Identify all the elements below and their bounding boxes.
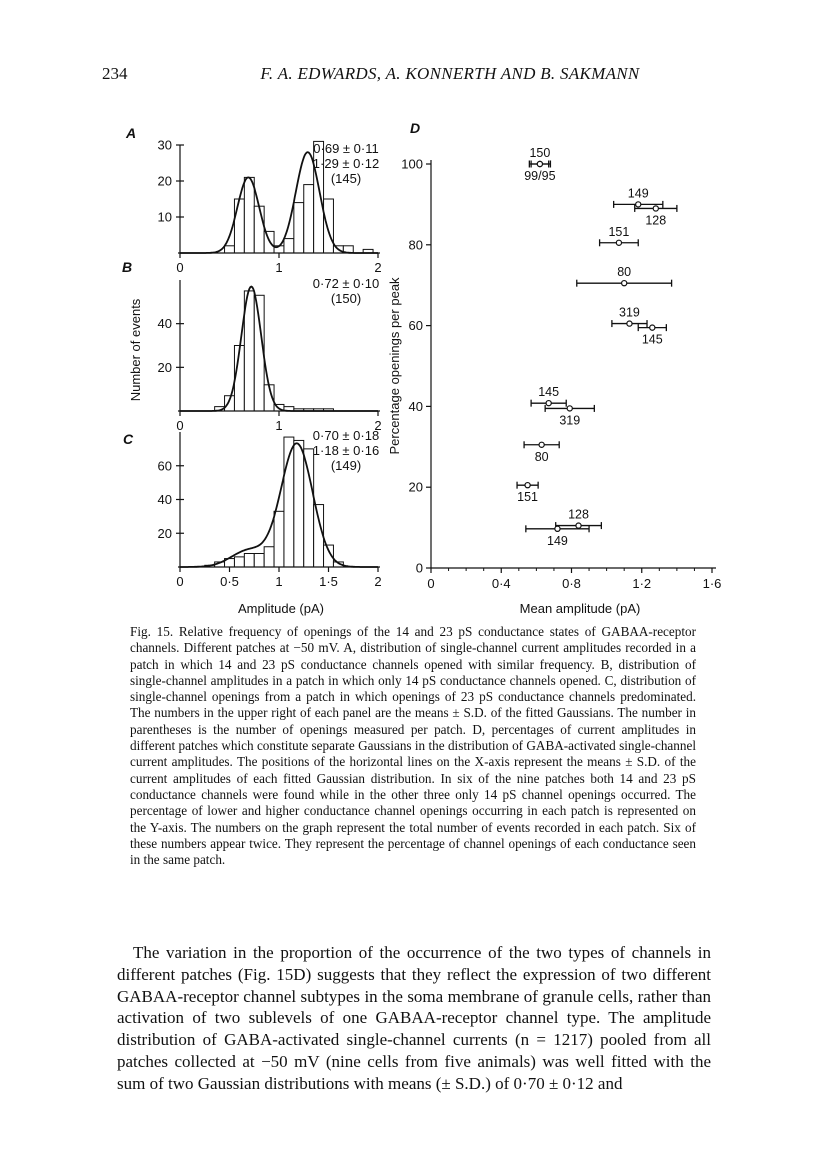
y-tick-label-a-2: 30 [157, 137, 172, 153]
panel-label-b: B [122, 259, 133, 275]
x-tick-label-d-3: 1·2 [632, 576, 652, 591]
fit-annotation-b-0: 0·72 ± 0·10 [312, 276, 380, 291]
page-number: 234 [102, 64, 128, 83]
panel-label-a: A [126, 125, 137, 141]
x-tick-label-d-2: 0·8 [562, 576, 581, 591]
histogram-bar-a-4 [264, 231, 274, 253]
point-label-d-6: 319 [619, 305, 640, 320]
x-tick-label-c-4: 2 [374, 574, 382, 589]
fit-annotation-c-1: 1·18 ± 0·16 [312, 443, 380, 458]
point-label-d-8: 145 [538, 385, 560, 400]
point-label-d-4: 151 [608, 224, 630, 239]
figure-caption: Fig. 15. Relative frequency of openings of the 14 and 23 pS conductance states of GABAA-receptor channels. Different patches at −50 mV. A, distribution of single-channel current amplitudes recorded in a patch in which 14 and 23 pS conductance channels opened with similar frequency. B, distribution of single-channel amplitudes in a patch in which only 14 pS conductance channels opened. C, distribution of single-channel openings from a patch in which openings of 23 pS conductance channels predominated. The numbers in the upper right of each panel are the means ± S.D. of the fitted Gaussians. The number in parentheses is the number of openings measured per patch. D, percentages of current amplitudes in different patches which constitute separate Gaussians in the distribution of GABA-activated single-channel current amplitudes. The positions of the horizontal lines on the X-axis represent the means ± S.D. of the current amplitudes of each fitted Gaussian distribution. In six of the nine patches both 14 and 23 pS conductance channels were found while in the other three only 14 pS channel openings occurred. The percentage of lower and higher conductance channel openings occurring in each patch is represented on the Y-axis. The numbers on the graph represent the total number of events recorded in each patch. Six of these numbers appear twice. They represent the percentage of channel openings of each conductance seen in the same patch. [130, 624, 696, 868]
data-point-d-2 [636, 202, 641, 207]
point-label-d-7: 145 [641, 332, 663, 347]
fit-annotation-b-1: (150) [330, 291, 362, 306]
x-tick-label-a-0: 0 [176, 260, 184, 275]
x-tick-label-c-0: 0 [176, 574, 184, 589]
y-tick-label-d-4: 80 [408, 237, 423, 253]
point-label-d-9: 319 [559, 413, 581, 428]
point-label-d-11: 151 [517, 490, 539, 505]
point-label-d-5: 80 [617, 265, 632, 280]
left-x-axis-label: Amplitude (pA) [238, 601, 324, 616]
y-tick-label-a-0: 10 [157, 209, 172, 225]
point-label-d-2: 149 [627, 186, 649, 201]
x-tick-label-c-3: 1·5 [319, 574, 338, 589]
histogram-bar-a-2 [244, 177, 254, 253]
x-tick-label-b-0: 0 [176, 418, 184, 433]
y-tick-label-d-3: 60 [408, 318, 423, 334]
y-tick-label-c-1: 40 [157, 492, 172, 507]
histogram-bar-c-7 [274, 511, 284, 567]
x-tick-label-b-2: 2 [374, 418, 382, 433]
x-tick-label-d-4: 1·6 [702, 576, 722, 591]
histogram-bar-c-11 [314, 505, 324, 567]
right-x-axis-label: Mean amplitude (pA) [519, 601, 641, 616]
fit-annotation-a-0: 0·69 ± 0·11 [313, 141, 379, 156]
x-tick-label-c-1: 0·5 [220, 574, 239, 589]
body-text [117, 942, 711, 1095]
histogram-bar-a-8 [304, 185, 314, 253]
histogram-bar-c-5 [254, 554, 264, 568]
y-tick-label-d-1: 20 [408, 479, 423, 495]
data-point-d-8 [546, 401, 551, 406]
histogram-bar-a-1 [234, 199, 244, 253]
histogram-bar-a-10 [324, 199, 334, 253]
panel-label-c: C [123, 431, 134, 447]
x-tick-label-d-0: 0 [427, 576, 435, 591]
histogram-bar-a-7 [294, 203, 304, 253]
y-tick-label-d-0: 0 [415, 560, 423, 576]
y-tick-label-c-2: 60 [157, 458, 172, 474]
data-point-d-6 [627, 321, 632, 326]
fit-annotation-c-2: (149) [330, 458, 362, 473]
y-tick-label-b-0: 20 [157, 359, 172, 375]
data-point-d-5 [622, 281, 627, 286]
body-paragraph: The variation in the proportion of the occurrence of the two types of channels in different patches (Fig. 15D) suggests that they reflect the expression of two different GABAA-receptor channel subtypes in the soma membrane of granule cells, rather than activation of two sublevels of one GABAA-receptor channel type. The amplitude distribution of GABA-activated single-channel currents (n = 1217) pooled from all patches collected at −50 mV (nine cells from five animals) was well fitted with the sum of two Gaussian distributions with means (± S.D.) of 0·70 ± 0·12 and [117, 943, 711, 1093]
histogram-bar-a-6 [284, 239, 294, 253]
x-tick-label-a-1: 1 [275, 260, 283, 275]
right-y-axis-label: Percentage openings per peak [387, 277, 402, 455]
point-label-d-3: 128 [645, 213, 667, 228]
histogram-bar-c-3 [234, 557, 244, 567]
y-tick-label-d-5: 100 [401, 156, 423, 172]
data-point-d-13 [555, 526, 560, 531]
histogram-bar-c-4 [244, 554, 254, 568]
panel-label-d: D [410, 120, 421, 136]
point-label-d-0: 150 [529, 146, 551, 160]
histogram-bar-c-10 [304, 449, 314, 567]
data-point-d-4 [616, 240, 621, 245]
histogram-bar-a-3 [254, 206, 264, 253]
x-tick-label-c-2: 1 [275, 574, 283, 589]
point-label-d-10: 80 [534, 449, 549, 464]
data-point-d-3 [653, 206, 658, 211]
point-label-d-12: 128 [568, 507, 589, 522]
data-point-d-7 [650, 325, 655, 330]
histogram-bar-c-9 [294, 440, 304, 567]
data-point-d-11 [525, 483, 530, 488]
fit-annotation-a-2: (145) [330, 171, 362, 186]
x-tick-label-d-1: 0·4 [491, 576, 511, 591]
x-tick-label-b-1: 1 [275, 418, 283, 433]
fit-annotation-a-1: 1·29 ± 0·12 [312, 156, 380, 171]
y-tick-label-b-1: 40 [157, 316, 172, 332]
histogram-bar-c-6 [264, 547, 274, 567]
histogram-bar-a-0 [225, 246, 235, 253]
y-tick-label-c-0: 20 [157, 525, 172, 541]
data-point-d-1 [537, 161, 542, 166]
running-header-authors: F. A. EDWARDS, A. KONNERTH AND B. SAKMANN [260, 64, 640, 83]
y-tick-label-a-1: 20 [157, 173, 172, 189]
data-point-d-9 [567, 406, 572, 411]
y-tick-label-d-2: 40 [408, 398, 423, 414]
point-label-d-13: 149 [547, 533, 568, 548]
point-label-d-1: 99/95 [524, 169, 556, 183]
data-point-d-12 [576, 523, 581, 528]
left-y-axis-label: Number of events [128, 298, 143, 402]
x-tick-label-a-2: 2 [374, 260, 382, 275]
data-point-d-10 [539, 442, 544, 447]
fit-annotation-c-0: 0·70 ± 0·18 [312, 428, 380, 443]
